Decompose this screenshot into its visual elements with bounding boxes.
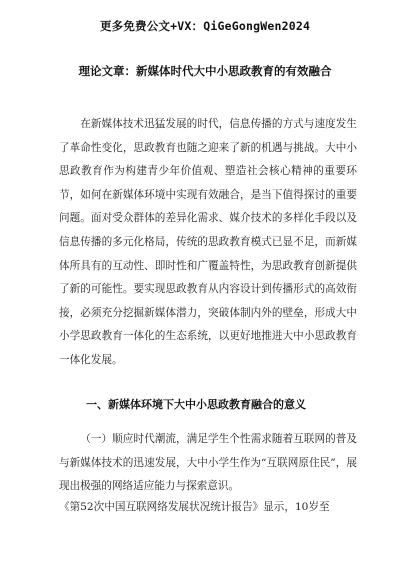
intro-paragraph: 在新媒体技术迅猛发展的时代，信息传播的方式与速度发生了革命性变化，思政教育也随之迎来了新的机遇与挑战。大中小思政教育作为构建青少年价值观、塑造社会核心精神的重要环节，如何在新媒体环境中实现有效融合，是当下值得探讨的重要问题。面对受众群体的差异化需求、媒介技术的多样化手段以及信息传播的多元化格局，传统的思政教育模式已显不足，而新媒体所具有的互动性、即时性和广覆盖特性，为思政教育创新提供了新的可能性。要实现思政教育从内容设计到传播形式的高效衔接，必须充分挖掘新媒体潜力，突破体制内外的壁垒，形成大中小学思政教育一体化的生态系统，以更好地推进大中小思政教育一体化发展。 [59, 118, 357, 366]
section-paragraph-continued: 《第52次中国互联网络发展状况统计报告》显示，10岁至 [59, 501, 330, 513]
section-heading: 一、新媒体环境下大中小思政教育融合的意义 [86, 398, 306, 411]
article-title: 理论文章：新媒体时代大中小思政教育的有效融合 [78, 64, 332, 78]
section-paragraph: （一）顺应时代潮流，满足学生个性需求随着互联网的普及与新媒体技术的迅速发展，大中小学生作为“互联网原住民”，展现出极强的网络适应能力与探索意识。 [59, 433, 357, 493]
page-header: 更多免费公文+VX：QiGeGongWen2024 [99, 19, 311, 33]
